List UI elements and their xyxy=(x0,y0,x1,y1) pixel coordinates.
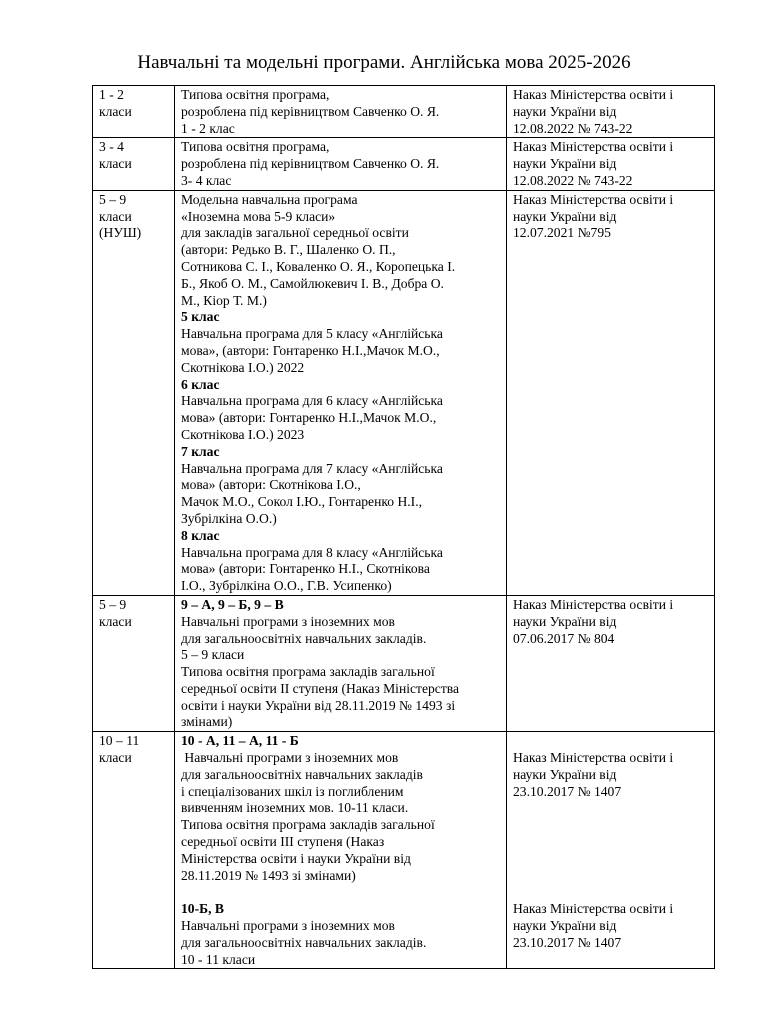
class-groups-heading: 10-Б, В xyxy=(181,901,224,917)
program-text: І.О., Зубрілкіна О.О., Г.В. Усипенко) xyxy=(181,578,392,594)
grade-heading: 7 клас xyxy=(181,443,220,459)
program-text: Навчальні програми з іноземних мов xyxy=(181,918,395,934)
grade-text: 10 – 11 xyxy=(99,733,140,749)
grade-heading: 8 клас xyxy=(181,527,220,543)
order-text: 07.06.2017 № 804 xyxy=(513,630,615,646)
spacer xyxy=(513,834,708,851)
program-text: вивченням іноземних мов. 10-11 класи. xyxy=(181,800,409,816)
program-cell xyxy=(175,595,507,731)
program-text: Типова освітня програма закладів загальної xyxy=(181,817,435,833)
order-text: науки України від xyxy=(513,918,617,934)
class-groups-heading: 9 – А, 9 – Б, 9 – В xyxy=(181,596,284,612)
grade-text: класи xyxy=(99,103,132,119)
program-text: Сотникова С. І., Коваленко О. Я., Коропецька І. xyxy=(181,258,456,274)
program-text: для загальноосвітніх навчальних закладів. xyxy=(181,934,427,950)
order-text: науки України від xyxy=(513,208,617,224)
grade-text: класи xyxy=(99,750,132,766)
order-text: науки України від xyxy=(513,103,617,119)
grade-cell xyxy=(93,86,175,138)
order-text: 23.10.2017 № 1407 xyxy=(513,783,622,799)
program-text: і спеціалізованих шкіл із поглибленим xyxy=(181,783,404,799)
program-text: 1 - 2 клас xyxy=(181,120,235,136)
program-text: для загальноосвітніх навчальних закладів. xyxy=(181,630,427,646)
program-text: освіти і науки України від 28.11.2019 № 1493 зі xyxy=(181,697,456,713)
program-text: Типова освітня програма закладів загальної xyxy=(181,664,435,680)
grade-text: класи xyxy=(99,208,132,224)
program-cell xyxy=(175,732,507,969)
program-text: М., Кіор Т. М.) xyxy=(181,292,267,308)
program-text: Скотнікова І.О.) 2023 xyxy=(181,426,305,442)
order-text: Наказ Міністерства освіти і xyxy=(513,87,674,102)
program-text: мова» (автори: Гонтаренко Н.І., Скотнікова xyxy=(181,561,430,577)
order-cell xyxy=(507,138,715,190)
spacer xyxy=(513,817,708,834)
order-cell xyxy=(507,732,715,969)
order-text: Наказ Міністерства освіти і xyxy=(513,901,674,917)
program-text: Навчальна програма для 7 класу «Англійська xyxy=(181,460,443,476)
order-cell xyxy=(507,595,715,731)
order-text: Наказ Міністерства освіти і xyxy=(513,596,674,612)
grade-heading: 6 клас xyxy=(181,376,220,392)
grade-text: 1 - 2 xyxy=(99,87,124,102)
program-cell xyxy=(175,86,507,138)
program-text: розроблена під керівництвом Савченко О. Я. xyxy=(181,156,440,172)
program-text: Модельна навчальна програма xyxy=(181,191,358,207)
programs-table xyxy=(92,85,715,969)
program-text: Навчальна програма для 6 класу «Англійська xyxy=(181,393,443,409)
table-row xyxy=(93,190,715,595)
program-text: Міністерства освіти і науки України від xyxy=(181,850,411,866)
program-text: «Іноземна мова 5-9 класи» xyxy=(181,208,336,224)
order-text: науки України від xyxy=(513,766,617,782)
program-text: для загальноосвітніх навчальних закладів xyxy=(181,766,423,782)
program-text: Б., Якоб О. М., Самойлюкевич І. В., Добра О. xyxy=(181,275,444,291)
grade-text: 3 - 4 xyxy=(99,139,124,155)
grade-cell xyxy=(93,595,175,731)
order-text: 23.10.2017 № 1407 xyxy=(513,934,622,950)
grade-text: класи xyxy=(99,613,132,629)
spacer xyxy=(513,868,708,885)
spacer xyxy=(513,884,708,901)
program-text: Скотнікова І.О.) 2022 xyxy=(181,359,305,375)
order-text: 12.08.2022 № 743-22 xyxy=(513,172,633,188)
program-text: Типова освітня програма, xyxy=(181,87,330,102)
order-text: Наказ Міністерства освіти і xyxy=(513,139,674,155)
program-cell xyxy=(175,190,507,595)
program-text: розроблена під керівництвом Савченко О. Я. xyxy=(181,103,440,119)
grade-text: класи xyxy=(99,156,132,172)
grade-text: (НУШ) xyxy=(99,225,142,241)
table-row xyxy=(93,732,715,969)
program-text: Мачок М.О., Сокол І.Ю., Гонтаренко Н.І., xyxy=(181,494,423,510)
table-row xyxy=(93,86,715,138)
grade-cell xyxy=(93,190,175,595)
spacer xyxy=(513,733,708,750)
grade-cell xyxy=(93,732,175,969)
order-text: 12.08.2022 № 743-22 xyxy=(513,120,633,136)
order-text: науки України від xyxy=(513,613,617,629)
program-text: мова» (автори: Гонтаренко Н.І.,Мачок М.О., xyxy=(181,410,437,426)
order-cell xyxy=(507,86,715,138)
class-groups-heading: 10 - А, 11 – А, 11 - Б xyxy=(181,733,299,749)
spacer xyxy=(513,851,708,868)
order-cell xyxy=(507,190,715,595)
program-text: мова», (автори: Гонтаренко Н.І.,Мачок М.О., xyxy=(181,342,440,358)
program-text: Навчальна програма для 5 класу «Англійська xyxy=(181,326,443,342)
grade-heading: 5 клас xyxy=(181,309,220,325)
order-text: Наказ Міністерства освіти і xyxy=(513,750,674,766)
program-text: 5 – 9 класи xyxy=(181,647,245,663)
program-text: середньої освіти ІІІ ступеня (Наказ xyxy=(181,834,385,850)
document-title: Навчальні та модельні програми. Англійська мова 2025-2026 xyxy=(137,52,631,73)
program-text: 10 - 11 класи xyxy=(181,951,256,967)
program-text: (автори: Редько В. Г., Шаленко О. П., xyxy=(181,242,396,258)
program-text: середньої освіти ІІ ступеня (Наказ Міністерства xyxy=(181,680,460,696)
grade-text: 5 – 9 xyxy=(99,191,127,207)
program-text: Зубрілкіна О.О.) xyxy=(181,510,277,526)
program-cell xyxy=(175,138,507,190)
order-text: Наказ Міністерства освіти і xyxy=(513,191,674,207)
grade-cell xyxy=(93,138,175,190)
program-text: Навчальні програми з іноземних мов xyxy=(181,750,399,766)
program-text: 3- 4 клас xyxy=(181,172,232,188)
program-text: змінами) xyxy=(181,714,233,730)
program-text: Навчальні програми з іноземних мов xyxy=(181,613,395,629)
program-text: Типова освітня програма, xyxy=(181,139,330,155)
order-text: науки України від xyxy=(513,156,617,172)
table-row xyxy=(93,595,715,731)
program-text: 28.11.2019 № 1493 зі змінами) xyxy=(181,867,356,883)
spacer xyxy=(513,800,708,817)
grade-text: 5 – 9 xyxy=(99,596,127,612)
order-text: 12.07.2021 №795 xyxy=(513,225,611,241)
table-row xyxy=(93,138,715,190)
program-text: для закладів загальної середньої освіти xyxy=(181,225,409,241)
program-text: Навчальна програма для 8 класу «Англійська xyxy=(181,544,443,560)
program-text: мова» (автори: Скотнікова І.О., xyxy=(181,477,361,493)
spacer xyxy=(181,884,500,901)
